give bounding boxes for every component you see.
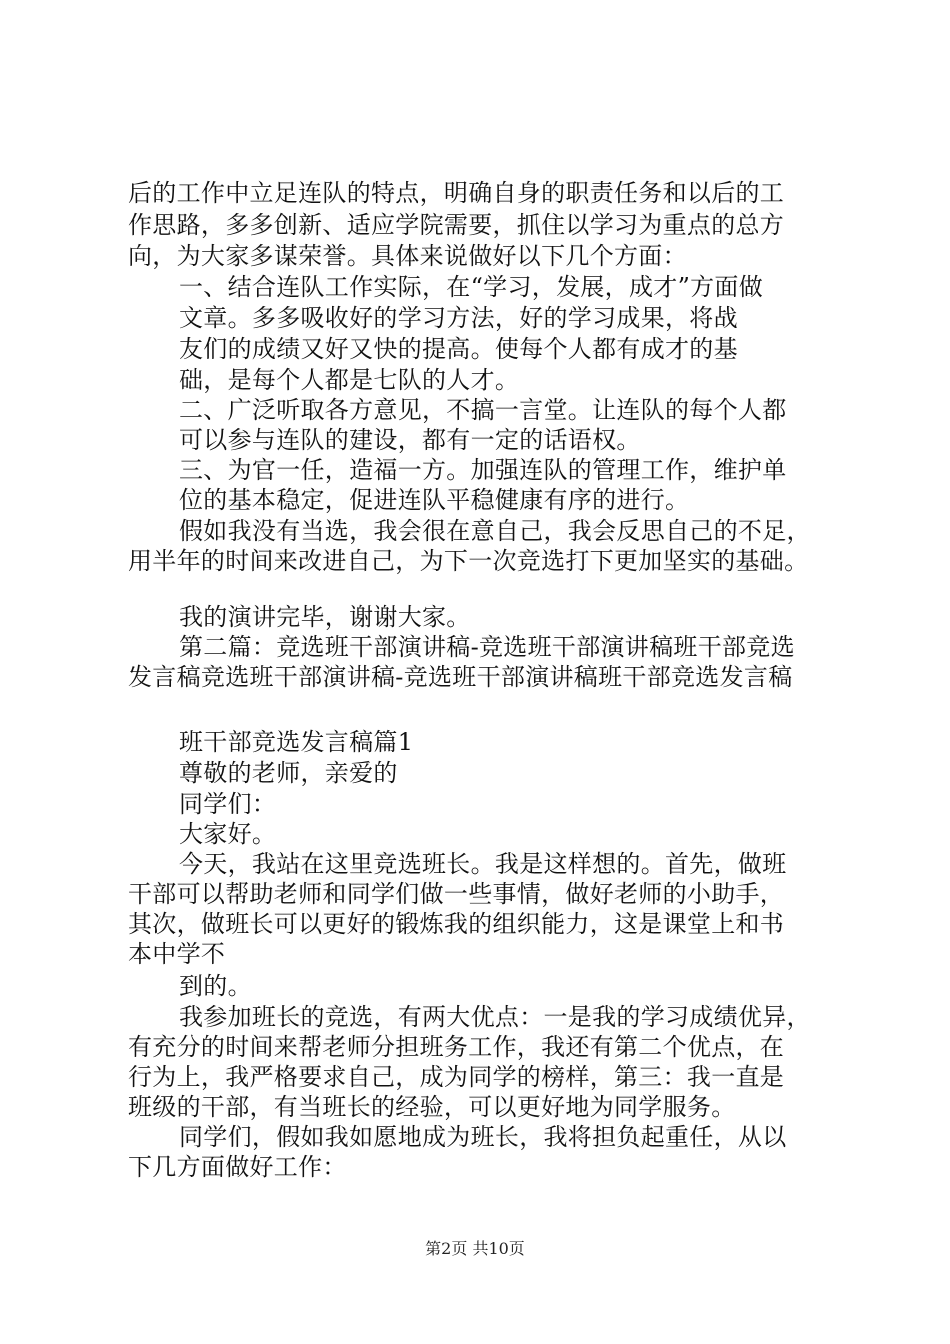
text-line: 作思路，多多创新、适应学院需要，抓住以学习为重点的总方 (128, 211, 785, 239)
text-line: 行为上，我严格要求自己，成为同学的榜样，第三：我一直是 (128, 1063, 785, 1091)
text-line: 础，是每个人都是七队的人才。 (179, 366, 520, 394)
text-line: 有充分的时间来帮老师分担班务工作，我还有第二个优点，在 (128, 1033, 785, 1061)
text-line: 后的工作中立足连队的特点，明确自身的职责任务和以后的工 (128, 179, 785, 207)
text-line: 文章。多多吸收好的学习方法，好的学习成果，将战 (179, 304, 738, 332)
text-line: 可以参与连队的建设，都有一定的话语权。 (179, 426, 641, 454)
text-line: 同学们，假如我如愿地成为班长，我将担负起重任，从以 (179, 1123, 787, 1151)
text-line: 我参加班长的竞选，有两大优点：一是我的学习成绩优异， (179, 1003, 811, 1031)
text-line: 大家好。 (179, 820, 277, 848)
page-number-footer: 第2页 共10页 (425, 1239, 525, 1258)
text-line: 同学们： (179, 790, 277, 818)
text-line: 班干部竞选发言稿篇1 (179, 728, 414, 756)
text-line: 二、广泛听取各方意见，不搞一言堂。让连队的每个人都 (179, 396, 787, 424)
text-line: 假如我没有当选，我会很在意自己，我会反思自己的不足， (179, 517, 811, 545)
text-line: 我的演讲完毕，谢谢大家。 (179, 603, 471, 631)
text-line: 其次，做班长可以更好的锻炼我的组织能力，这是课堂上和书 (128, 910, 785, 938)
text-line: 到的。 (179, 972, 252, 1000)
text-line: 干部可以帮助老师和同学们做一些事情，做好老师的小助手， (128, 880, 785, 908)
text-line: 位的基本稳定，促进连队平稳健康有序的进行。 (179, 486, 690, 514)
text-line: 发言稿竞选班干部演讲稿-竞选班干部演讲稿班干部竞选发言稿 (128, 663, 793, 691)
text-line: 尊敬的老师，亲爱的 (179, 759, 398, 787)
text-line: 向，为大家多谋荣誉。具体来说做好以下几个方面： (128, 242, 687, 270)
text-line: 一、结合连队工作实际，在“学习，发展，成才”方面做 (179, 273, 764, 301)
text-line: 本中学不 (128, 940, 226, 968)
text-line: 友们的成绩又好又快的提高。使每个人都有成才的基 (179, 335, 738, 363)
text-line: 第二篇：竞选班干部演讲稿-竞选班干部演讲稿班干部竞选 (179, 633, 795, 661)
text-line: 班级的干部，有当班长的经验，可以更好地为同学服务。 (128, 1093, 736, 1121)
text-line: 三、为官一任，造福一方。加强连队的管理工作，维护单 (179, 456, 787, 484)
text-line: 用半年的时间来改进自己，为下一次竞选打下更加坚实的基础。 (128, 547, 809, 575)
text-line: 下几方面做好工作： (128, 1153, 347, 1181)
text-line: 今天，我站在这里竞选班长。我是这样想的。首先，做班 (179, 850, 787, 878)
